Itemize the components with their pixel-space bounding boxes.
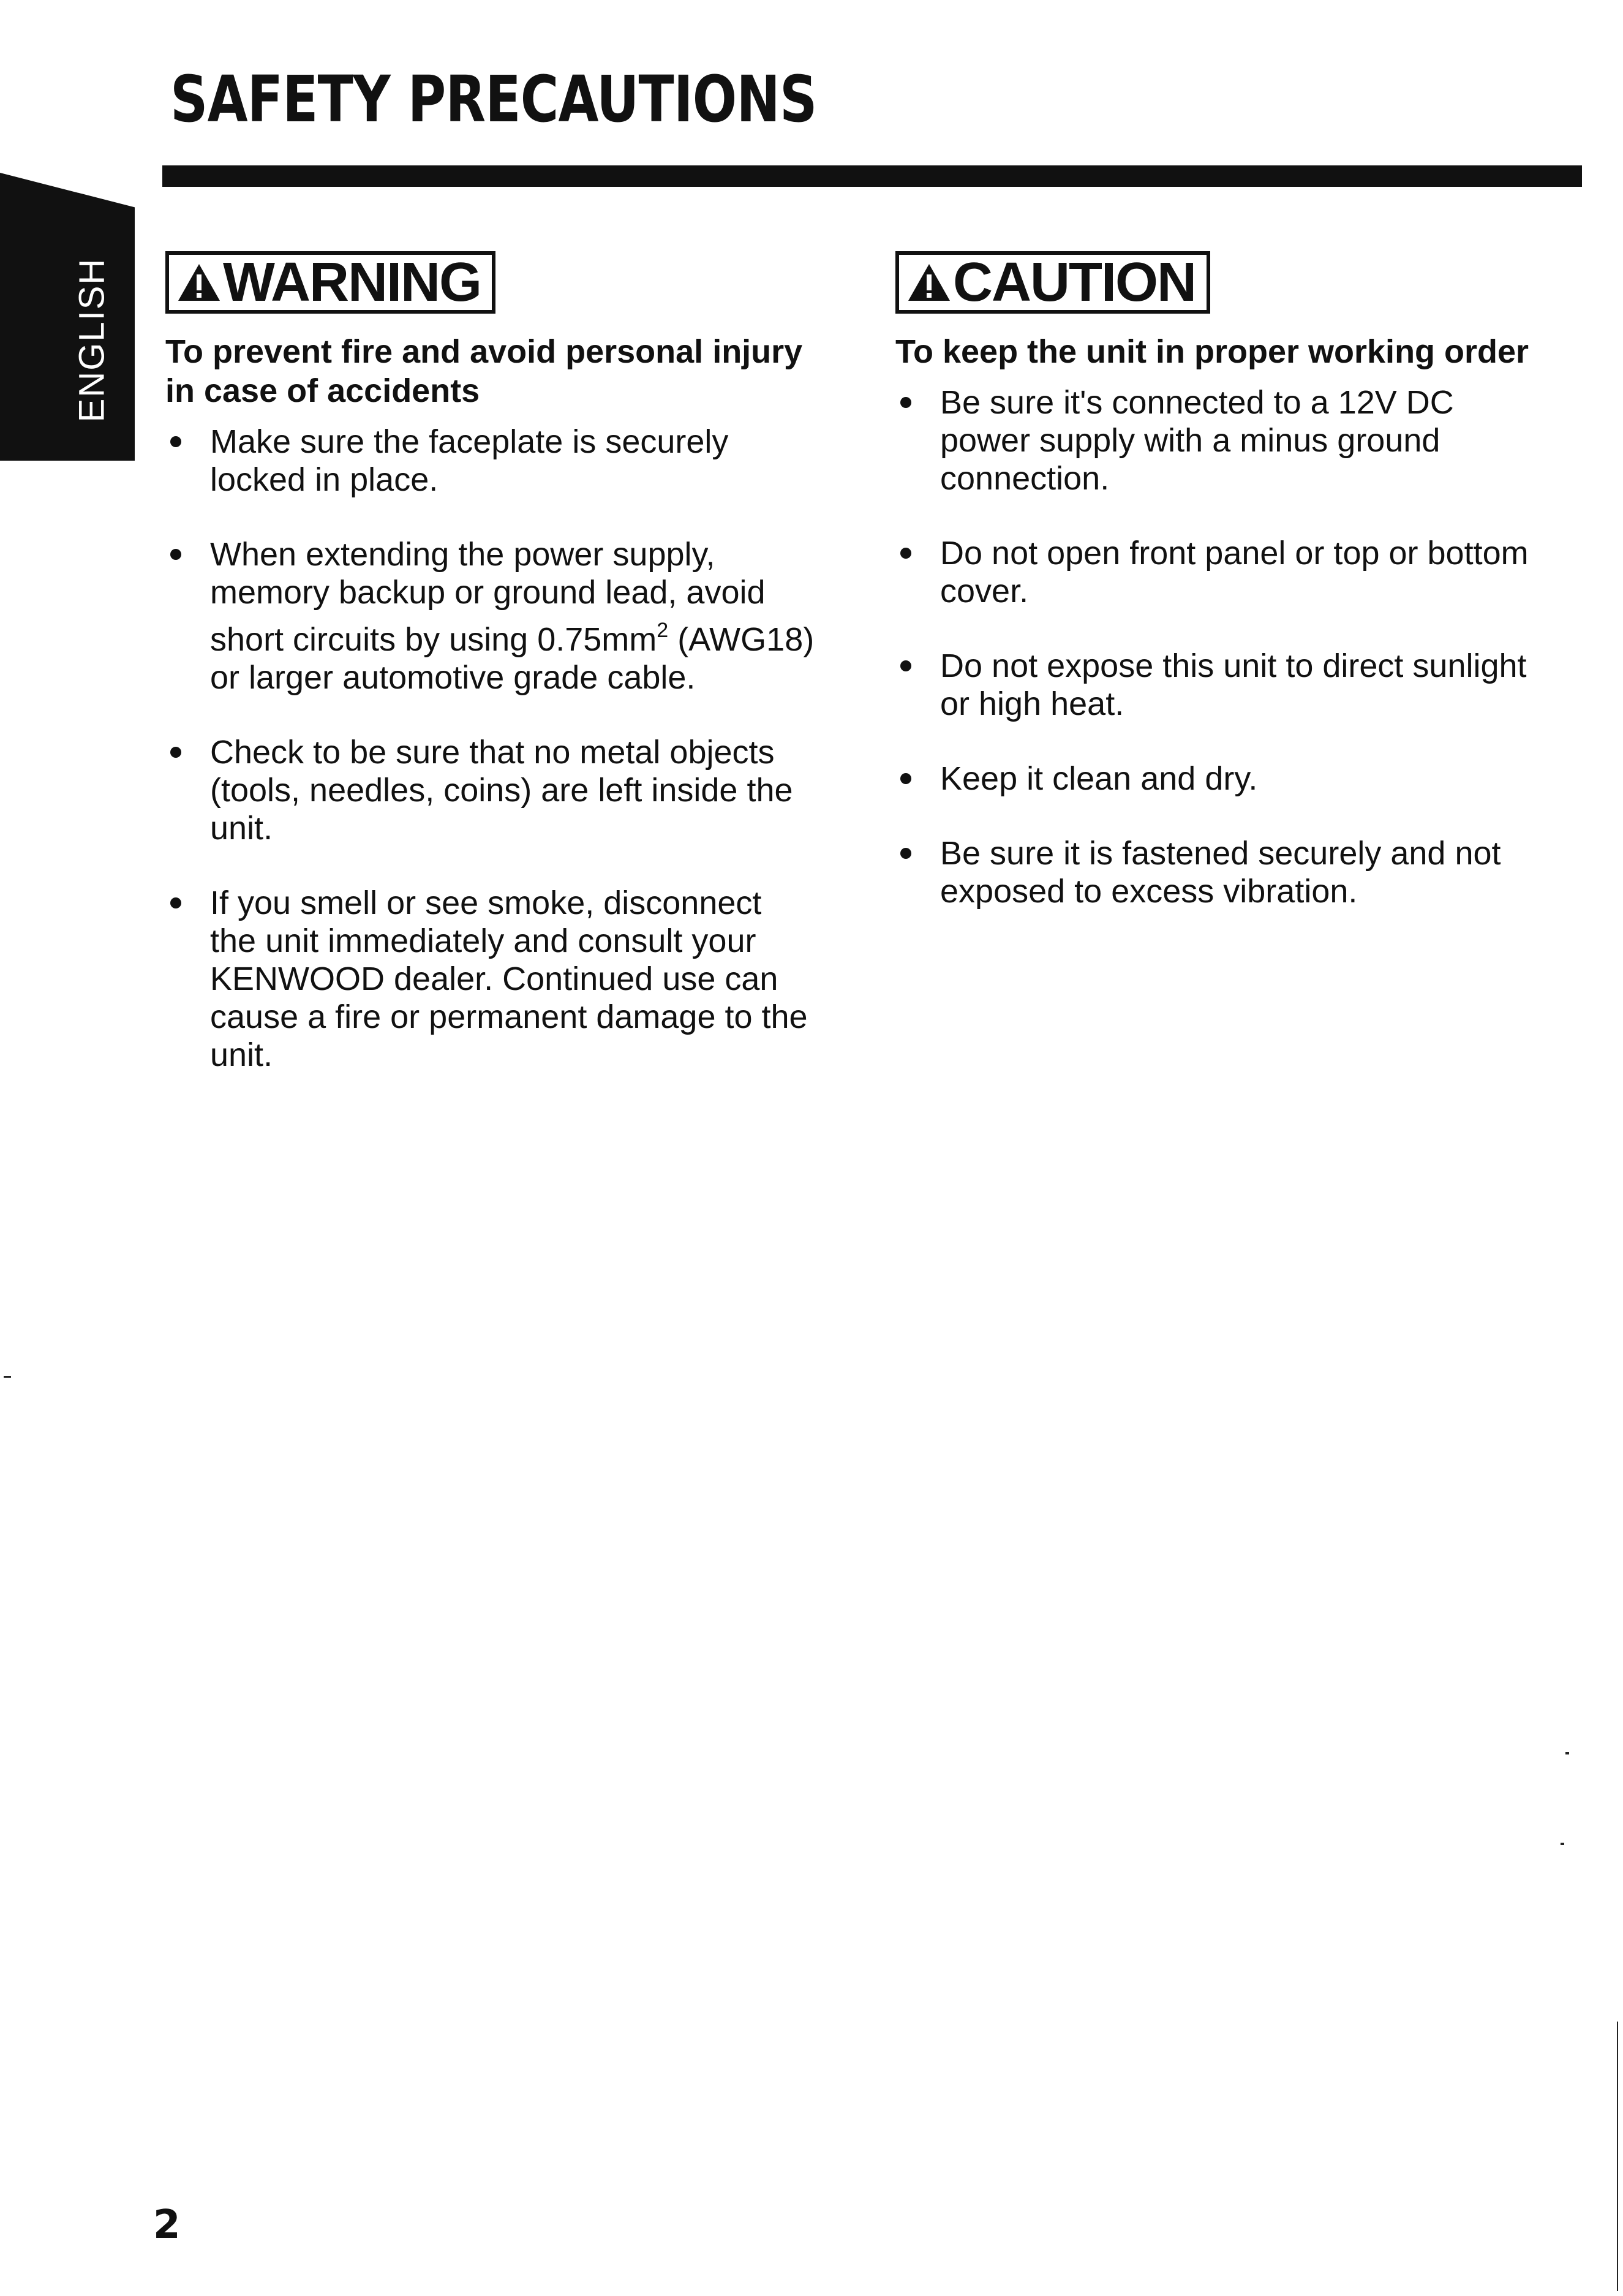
list-item [895, 760, 1551, 798]
list-item [895, 647, 1551, 723]
list-item-text: When extending the power supply, memory backup or ground lead, avoid short circuits by using 0.75mm [210, 536, 766, 658]
language-tab-label: ENGLISH [72, 257, 112, 423]
scan-speck [1561, 1843, 1564, 1845]
warning-heading: To prevent fire and avoid personal injury in case of accidents [165, 333, 803, 409]
bullet-icon [900, 773, 911, 784]
page-title: SAFETY PRECAUTIONS [170, 62, 817, 137]
list-item [895, 834, 1551, 910]
list-item-text: Be sure it is fastened securely and not exposed to excess vibration. [940, 835, 1501, 910]
list-item [165, 884, 815, 1074]
list-item-text: Make sure the faceplate is securely locked in place. [210, 423, 729, 498]
list-item [165, 535, 815, 697]
language-tab [0, 173, 135, 461]
list-item-text: Do not open front panel or top or bottom cover. [940, 535, 1529, 610]
superscript: 2 [657, 619, 669, 642]
scan-edge-line [1617, 2022, 1618, 2291]
bullet-icon [900, 848, 911, 859]
warning-label: WARNING [223, 252, 481, 313]
warning-label-box [165, 251, 495, 314]
list-item-text: Be sure it's connected to a 12V DC power supply with a minus ground connection. [940, 384, 1454, 497]
bullet-icon [900, 548, 911, 559]
bullet-icon [170, 897, 181, 908]
list-item-text: If you smell or see smoke, disconnect the unit immediately and consult your KENWOOD dealer. Continued use can cause a fire or permanent damage to the unit. [210, 885, 808, 1073]
caution-section [895, 251, 1551, 947]
bullet-icon [170, 436, 181, 447]
warning-triangle-icon [906, 262, 952, 303]
bullet-icon [170, 549, 181, 560]
list-item-text: Do not expose this unit to direct sunlight or high heat. [940, 648, 1527, 722]
caution-heading: To keep the unit in proper working order [895, 333, 1529, 370]
list-item-text: (AWG18) or larger automotive grade cable. [210, 621, 815, 696]
scan-speck [1565, 1752, 1569, 1754]
warning-section [165, 251, 815, 1111]
list-item [165, 423, 815, 499]
list-item [895, 534, 1551, 610]
bullet-icon [170, 747, 181, 758]
list-item [895, 383, 1551, 497]
bullet-icon [900, 660, 911, 671]
list-item-text: Keep it clean and dry. [940, 760, 1258, 797]
caution-label-box [895, 251, 1210, 314]
warning-list [165, 423, 815, 1074]
page-number: 2 [153, 2202, 181, 2248]
scan-speck [4, 1376, 11, 1378]
caution-label: CAUTION [953, 252, 1196, 313]
warning-triangle-icon [176, 262, 222, 303]
title-rule [162, 165, 1582, 187]
bullet-icon [900, 397, 911, 408]
list-item-text: Check to be sure that no metal objects (tools, needles, coins) are left inside the unit. [210, 734, 793, 847]
caution-list [895, 383, 1551, 910]
list-item [165, 733, 815, 847]
